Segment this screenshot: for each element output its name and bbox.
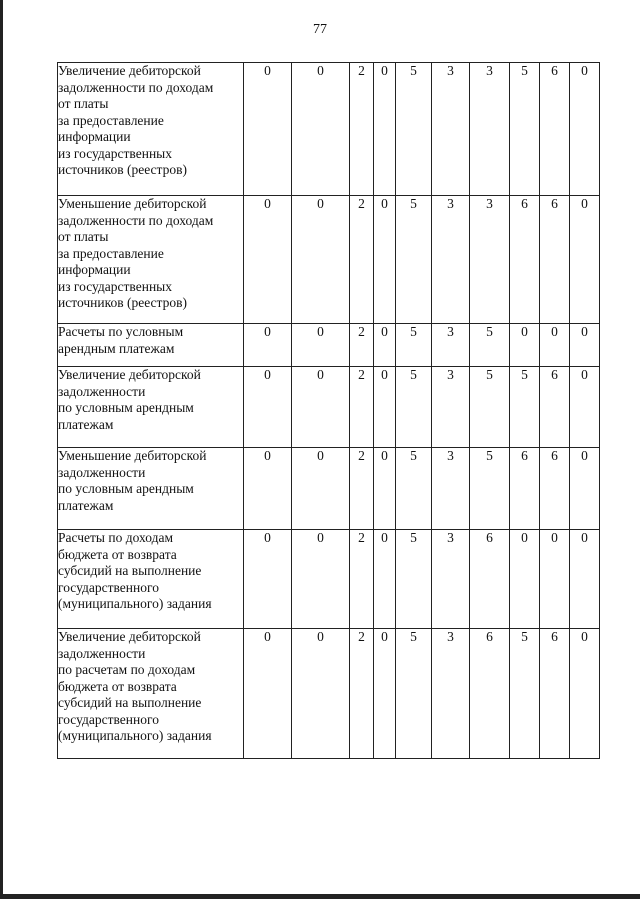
code-digit: 0 [570, 196, 600, 324]
page-number: 77 [313, 22, 327, 37]
row-label [58, 324, 244, 367]
label-line: задолженности по доходам [58, 79, 214, 95]
code-digit: 0 [570, 530, 600, 629]
code-digit: 6 [540, 196, 570, 324]
code-digit: 0 [540, 530, 570, 629]
label-line: государственного [58, 711, 159, 727]
code-digit: 0 [374, 448, 396, 530]
label-line: (муниципального) задания [58, 596, 212, 611]
code-digit: 5 [396, 367, 432, 448]
label-line: субсидий на выполнение [58, 563, 202, 578]
code-digit: 0 [374, 530, 396, 629]
code-digit: 3 [470, 196, 510, 324]
code-digit: 0 [292, 324, 350, 367]
code-digit: 6 [540, 629, 570, 759]
code-digit: 3 [432, 530, 470, 629]
code-digit: 2 [350, 63, 374, 196]
code-digit: 6 [510, 196, 540, 324]
label-line: государственного [58, 579, 159, 595]
label-line: бюджета от возврата [58, 678, 177, 694]
label-line: Уменьшение дебиторской [58, 196, 207, 211]
code-digit: 0 [374, 63, 396, 196]
code-digit: 0 [540, 324, 570, 367]
code-digit: 6 [540, 448, 570, 530]
code-digit: 5 [396, 324, 432, 367]
label-line: арендным платежам [58, 340, 175, 356]
code-digit: 0 [570, 367, 600, 448]
code-digit: 3 [432, 629, 470, 759]
label-line: за предоставление [58, 112, 164, 128]
code-digit: 6 [470, 629, 510, 759]
label-line: по условным арендным [58, 400, 194, 415]
code-digit: 0 [244, 367, 292, 448]
label-line: Расчеты по доходам [58, 530, 173, 545]
label-line: за предоставление [58, 245, 164, 261]
code-digit: 0 [292, 530, 350, 629]
label-line: бюджета от возврата [58, 546, 177, 562]
label-line: (муниципального) задания [58, 728, 212, 743]
label-line: субсидий на выполнение [58, 695, 202, 710]
code-digit: 0 [292, 629, 350, 759]
code-digit: 5 [510, 63, 540, 196]
code-digit: 0 [570, 629, 600, 759]
code-digit: 0 [244, 196, 292, 324]
code-digit: 3 [432, 196, 470, 324]
label-line: информации [58, 129, 131, 144]
label-line: от платы [58, 229, 109, 244]
label-line: Расчеты по условным [58, 324, 184, 339]
label-line: задолженности [58, 645, 146, 661]
table-row [58, 629, 600, 759]
code-digit: 0 [244, 448, 292, 530]
label-line: информации [58, 262, 131, 277]
code-digit: 5 [396, 63, 432, 196]
table-row [58, 196, 600, 324]
code-digit: 6 [510, 448, 540, 530]
code-digit: 6 [470, 530, 510, 629]
table-row [58, 367, 600, 448]
code-digit: 0 [244, 629, 292, 759]
row-label [58, 196, 244, 324]
label-line: источников (реестров) [58, 295, 187, 310]
table-body [58, 63, 600, 759]
code-digit: 0 [510, 530, 540, 629]
row-label [58, 63, 244, 196]
label-line: из государственных [58, 278, 172, 294]
code-digit: 0 [570, 324, 600, 367]
code-digit: 0 [374, 629, 396, 759]
code-digit: 0 [292, 63, 350, 196]
code-digit: 5 [510, 367, 540, 448]
code-digit: 0 [244, 530, 292, 629]
code-digit: 5 [470, 324, 510, 367]
code-digit: 2 [350, 324, 374, 367]
scan-edge-left [0, 0, 3, 899]
label-line: задолженности по доходам [58, 212, 214, 228]
code-digit: 0 [292, 367, 350, 448]
row-label [58, 530, 244, 629]
table-row [58, 324, 600, 367]
code-digit: 3 [432, 367, 470, 448]
label-line: задолженности [58, 464, 146, 480]
table-row [58, 448, 600, 530]
code-digit: 0 [374, 324, 396, 367]
label-line: платежам [58, 497, 114, 513]
code-digit: 3 [470, 63, 510, 196]
code-digit: 2 [350, 448, 374, 530]
label-line: Увеличение дебиторской [58, 629, 201, 644]
code-digit: 6 [540, 367, 570, 448]
row-label [58, 367, 244, 448]
label-line: платежам [58, 416, 114, 432]
code-digit: 5 [396, 530, 432, 629]
code-digit: 2 [350, 196, 374, 324]
code-digit: 6 [540, 63, 570, 196]
code-digit: 5 [470, 448, 510, 530]
code-digit: 0 [292, 448, 350, 530]
code-digit: 0 [292, 196, 350, 324]
code-digit: 5 [470, 367, 510, 448]
table-row [58, 63, 600, 196]
code-digit: 0 [244, 324, 292, 367]
code-digit: 2 [350, 629, 374, 759]
code-digit: 0 [244, 63, 292, 196]
code-digit: 0 [374, 367, 396, 448]
code-digit: 2 [350, 367, 374, 448]
row-label [58, 629, 244, 759]
code-digit: 0 [570, 448, 600, 530]
code-digit: 0 [570, 63, 600, 196]
row-label [58, 448, 244, 530]
code-digit: 3 [432, 324, 470, 367]
code-digit: 0 [510, 324, 540, 367]
table-row [58, 530, 600, 629]
account-codes-table [57, 62, 600, 759]
code-digit: 3 [432, 448, 470, 530]
code-digit: 2 [350, 530, 374, 629]
code-digit: 5 [396, 448, 432, 530]
label-line: из государственных [58, 145, 172, 161]
code-digit: 3 [432, 63, 470, 196]
label-line: от платы [58, 96, 109, 111]
label-line: по условным арендным [58, 481, 194, 496]
code-digit: 5 [510, 629, 540, 759]
scan-edge-bottom [0, 894, 640, 899]
code-digit: 5 [396, 629, 432, 759]
code-digit: 0 [374, 196, 396, 324]
label-line: по расчетам по доходам [58, 662, 196, 677]
label-line: Увеличение дебиторской [58, 63, 201, 78]
label-line: задолженности [58, 383, 146, 399]
label-line: источников (реестров) [58, 162, 187, 177]
label-line: Уменьшение дебиторской [58, 448, 207, 463]
label-line: Увеличение дебиторской [58, 367, 201, 382]
code-digit: 5 [396, 196, 432, 324]
